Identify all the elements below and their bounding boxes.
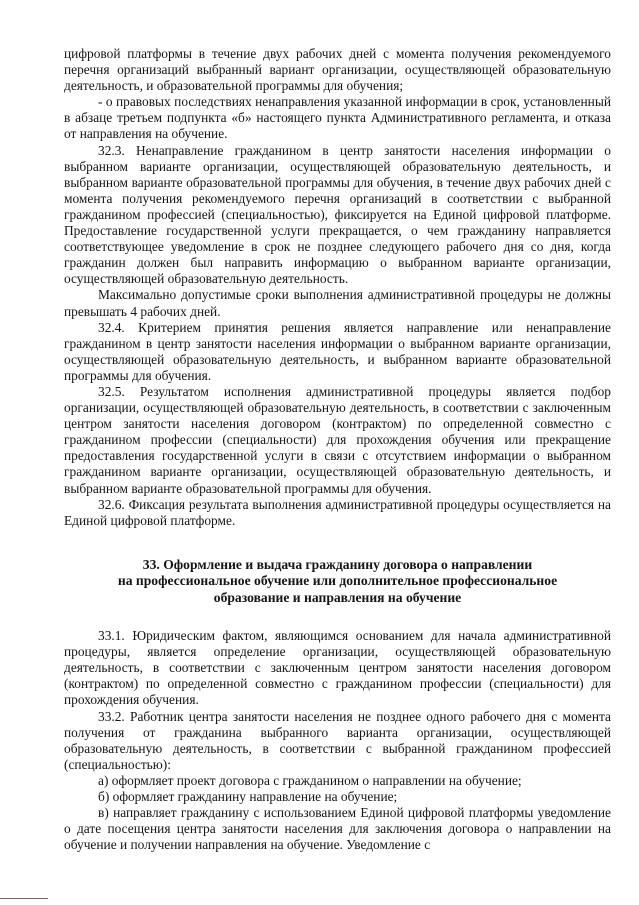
list-item-v: в) направляет гражданину с использованием Единой цифровой платформы уведомление о дате посещения центра занятости населения для заключения договора о направлении на обучение и получении направления на обучение. Уведомление с xyxy=(64,805,611,853)
footer-rule xyxy=(0,898,48,899)
paragraph-32-3: 32.3. Ненаправление гражданином в центр занятости населения информации о выбранном варианте организации, осуществляющей образовательную деятельность, и выбранном варианте образовательной программы для обучения, в течение двух рабочих дней с момента получения рекомендуемого перечня организаций в соответствии с выбранной гражданином профессией (специальностью), фиксируется на Единой цифровой платформе. Предоставление государственной услуги прекращается, о чем гражданину направляется соответствующее уведомление в срок не позднее следующего рабочего дня со дня, когда гражданин должен был направить информацию о выбранном варианте организации, осуществляющей образовательную деятельность. xyxy=(64,142,611,287)
list-item-a: а) оформляет проект договора с гражданином о направлении на обучение; xyxy=(98,772,522,788)
paragraph-32-4: 32.4. Критерием принятия решения является направление или ненаправление гражданином в центр занятости населения информации о выбранном варианте организации, осуществляющей образовательную деятельность, и выбранном варианте образовательной программы для обучения. xyxy=(64,319,611,383)
list-item-b: б) оформляет гражданину направление на обучение; xyxy=(98,788,398,804)
section-heading-33 xyxy=(64,557,611,606)
paragraph-33-2: 33.2. Работник центра занятости населения не позднее одного рабочего дня с момента получения от гражданина выбранного варианта организации, осуществляющей образовательную деятельность, в соответствии с выбранной гражданином профессией (специальностью): xyxy=(64,708,611,772)
paragraph-legal-consequences: - о правовых последствиях ненаправления указанной информации в срок, установленный в абзаце третьем подпункта «б» настоящего пункта Административного регламента, и отказа от направления на обучение. xyxy=(64,94,611,142)
paragraph-32-5: 32.5. Результатом исполнения административной процедуры является подбор организации, осуществляющей образовательную деятельность, в соответствии с заключенным центром занятости населения договором (контрактом) по определенной совместно с гражданином профессии (специальности) для прохождения обучения или прекращение предоставления государственной услуги в связи с отсутствием информации о выбранном гражданином варианте организации, осуществляющей образовательную деятельность, и выбранном варианте образовательной программы для обучения. xyxy=(64,383,611,496)
paragraph-continuation: цифровой платформы в течение двух рабочих дней с момента получения рекомендуемого перечня организаций выбранный вариант организации, осуществляющей образовательную деятельность, и образовательной программы для обучения; xyxy=(64,46,611,94)
section-heading-line: образование и направления на обучение xyxy=(213,589,462,605)
paragraph-33-1: 33.1. Юридическим фактом, являющимся основанием для начала административной процедуры, является определение организации, осуществляющей образовательную деятельность, в соответствии с заключенным центром занятости населения договором (контрактом) по определенной совместно с гражданином профессии (специальности) для прохождения обучения. xyxy=(64,628,611,708)
section-heading-line: 33. Оформление и выдача гражданину договора о направлении xyxy=(142,556,533,572)
paragraph-32-6: 32.6. Фиксация результата выполнения административной процедуры осуществляется на Единой цифровой платформе. xyxy=(64,496,611,528)
paragraph-max-terms: Максимально допустимые сроки выполнения административной процедуры не должны превышать 4 рабочих дней. xyxy=(64,287,611,319)
section-heading-line: на профессиональное обучение или дополнительное профессиональное xyxy=(117,573,558,589)
